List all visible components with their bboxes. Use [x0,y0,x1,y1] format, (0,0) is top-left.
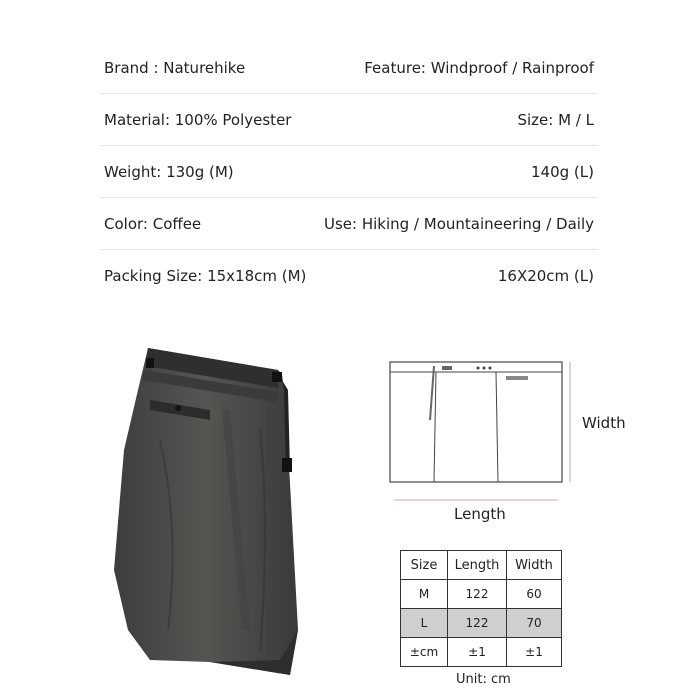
length-label: Length [454,505,506,523]
cell-length-l: 122 [448,609,507,638]
spec-use: Use: Hiking / Mountaineering / Daily [323,214,594,233]
table-row [401,609,562,638]
unit-label: Unit: cm [456,672,511,687]
header-size: Size [401,551,448,580]
cell-tolerance-label: ±cm [401,638,448,667]
spec-row-brand [100,42,598,94]
width-label: Width [582,414,626,432]
size-diagram [378,350,578,510]
size-table [400,550,562,667]
table-row [401,580,562,609]
cell-width-m: 60 [507,580,562,609]
header-length: Length [448,551,507,580]
table-row [401,638,562,667]
cell-size-m: M [401,580,448,609]
cell-size-l: L [401,609,448,638]
spec-size: Size: M / L [517,110,594,129]
table-header-row [401,551,562,580]
spec-row-material [100,94,598,146]
cell-width-l: 70 [507,609,562,638]
spec-material: Material: 100% Polyester [104,110,292,129]
spec-feature: Feature: Windproof / Rainproof [364,58,594,77]
spec-color: Color: Coffee [104,214,202,233]
cell-length-m: 122 [448,580,507,609]
spec-row-color [100,198,598,250]
spec-packing-l: 16X20cm (L) [497,267,594,285]
spec-brand: Brand : Naturehike [104,58,246,77]
cell-tolerance-length: ±1 [448,638,507,667]
spec-row-weight [100,146,598,198]
spec-list [100,42,598,302]
spec-weight-m: Weight: 130g (M) [104,162,234,181]
header-width: Width [507,551,562,580]
spec-weight-l: 140g (L) [531,162,594,181]
product-skirt-image [110,330,310,690]
spec-packing-m: Packing Size: 15x18cm (M) [104,267,307,285]
cell-tolerance-width: ±1 [507,638,562,667]
spec-row-packing [100,250,598,302]
